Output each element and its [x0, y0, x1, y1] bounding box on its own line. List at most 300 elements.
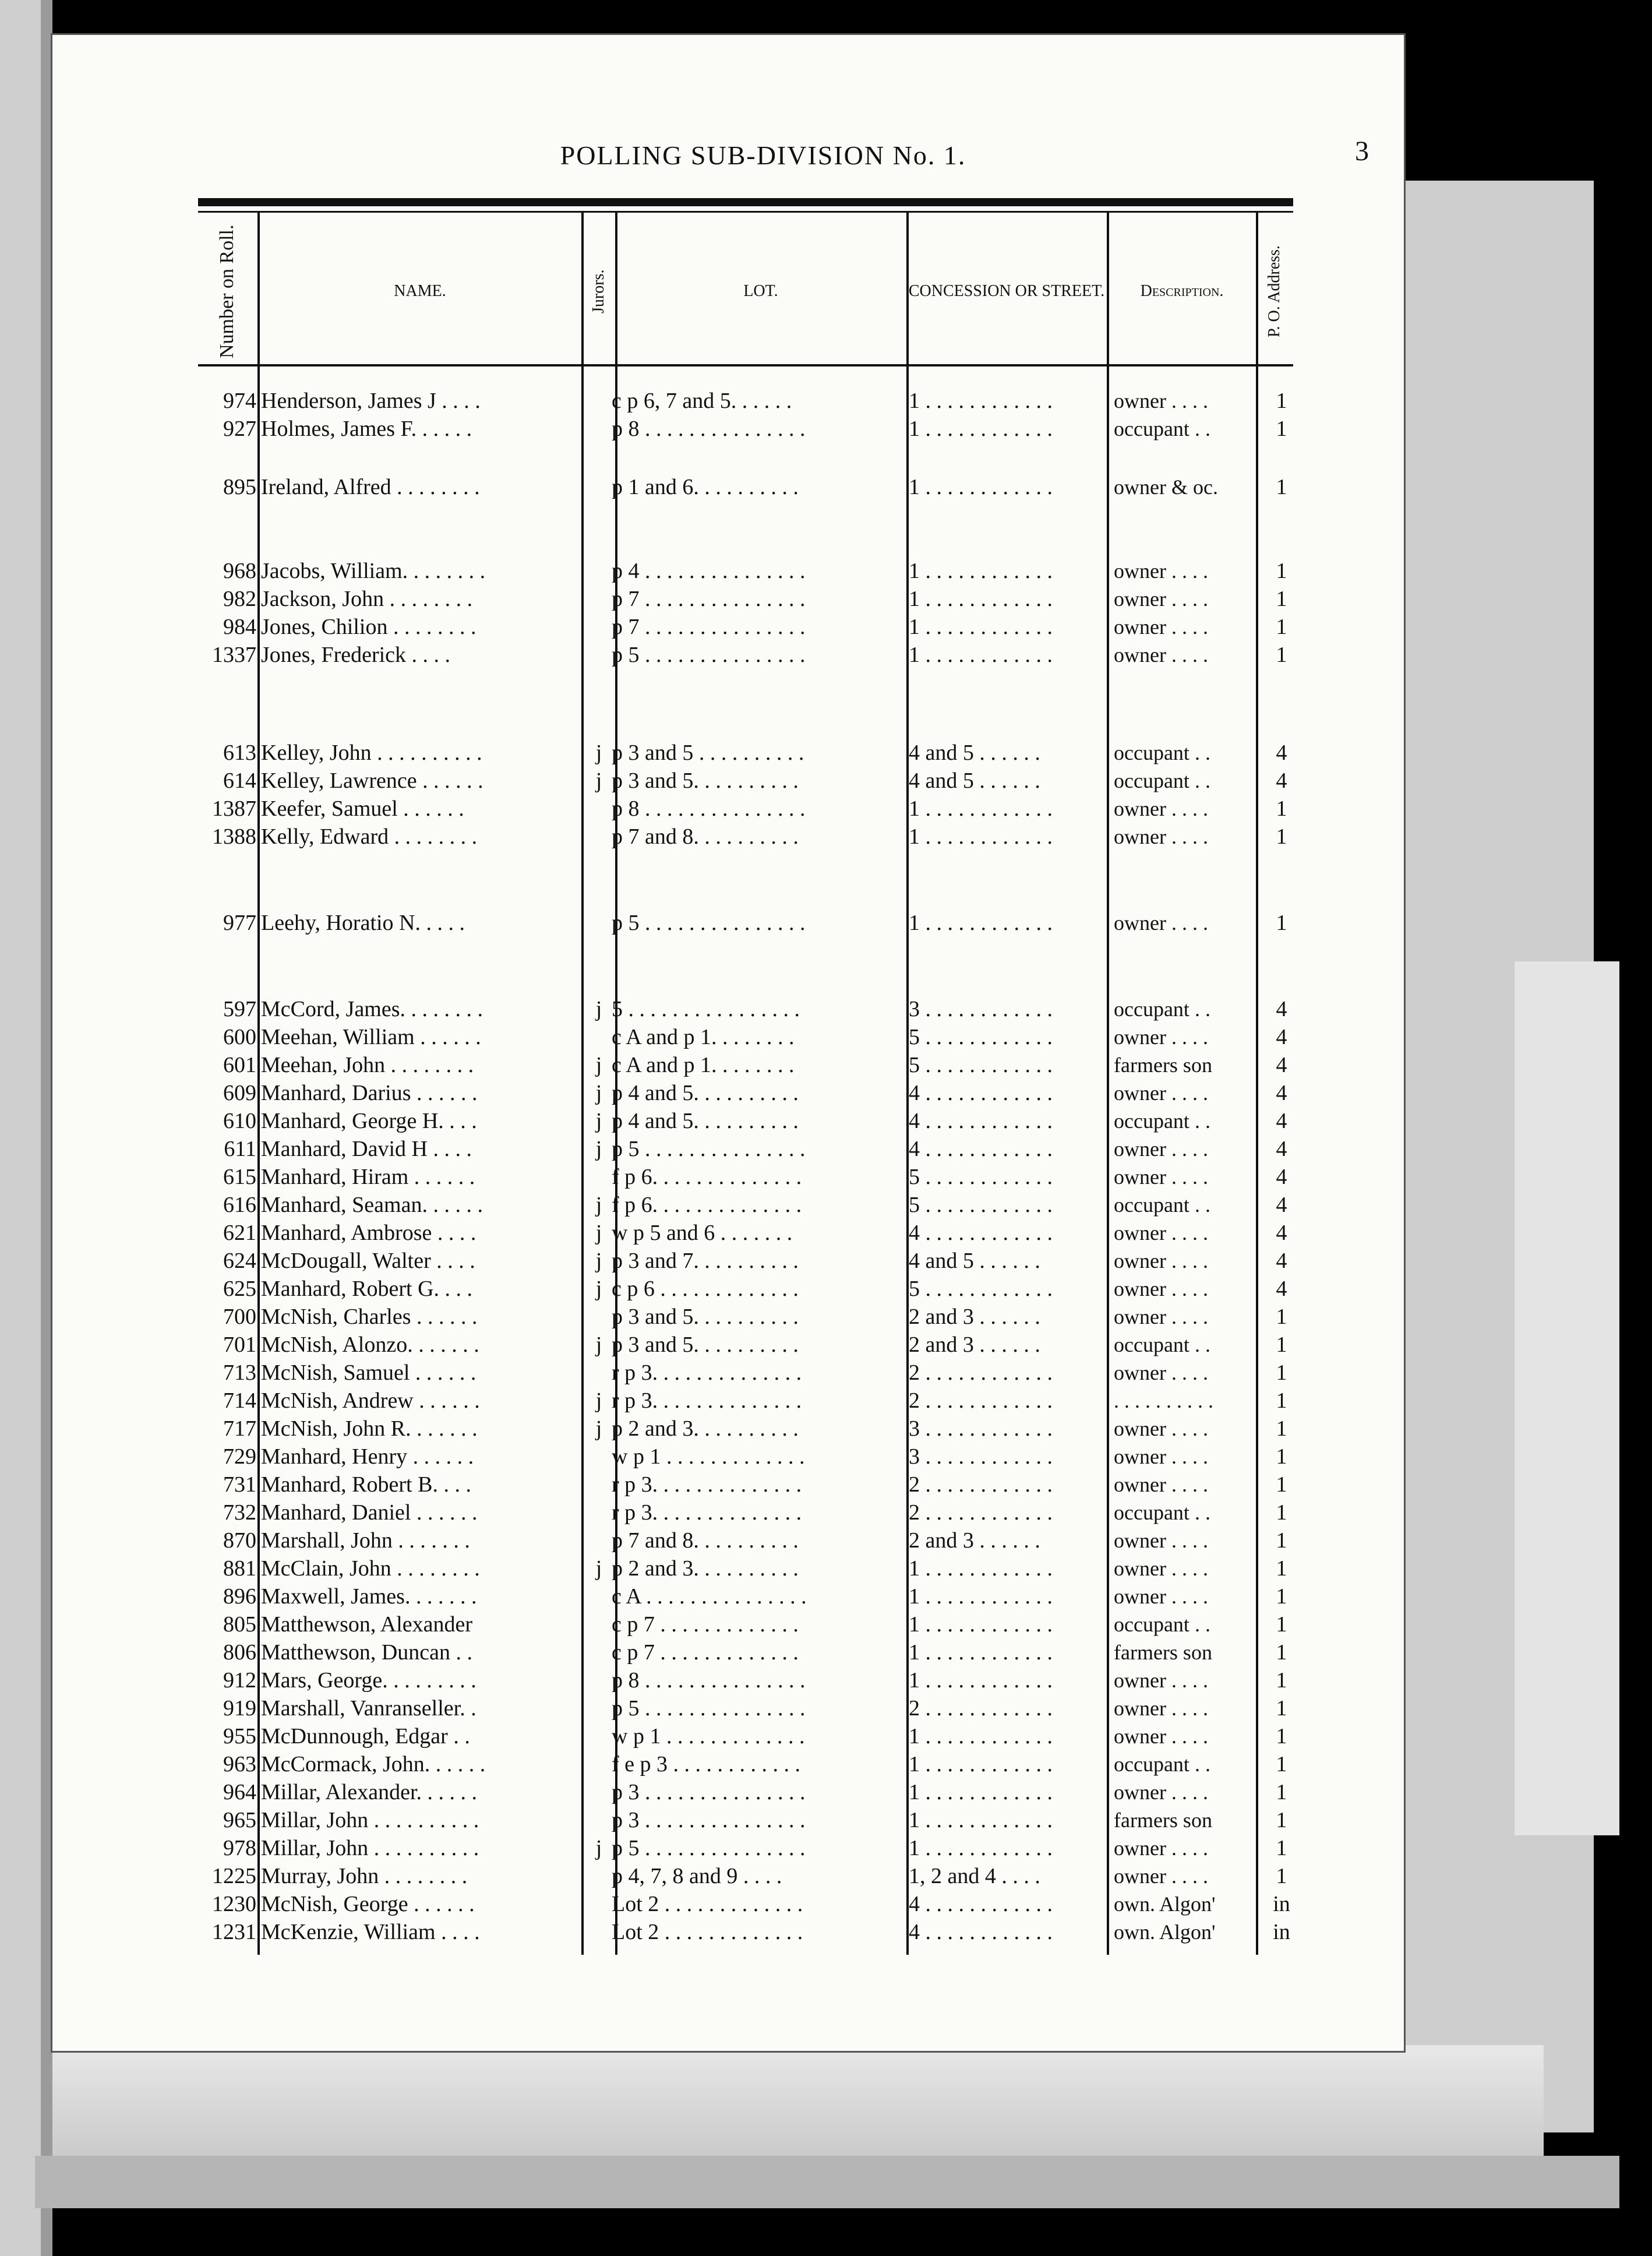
juror-mark: j: [595, 1333, 602, 1357]
lot-cell: p 4, 7, 8 and 9 . . . .: [612, 1864, 782, 1888]
concession-cell: 2 and 3 . . . . . .: [909, 1305, 1040, 1329]
lot-cell: r p 3. . . . . . . . . . . . . .: [612, 1360, 802, 1385]
back-page-torn: [1515, 961, 1619, 1835]
roll-number: 927: [223, 417, 256, 441]
concession-cell: 5 . . . . . . . . . . . .: [909, 1165, 1053, 1189]
voter-name: Manhard, Hiram . . . . . .: [261, 1165, 475, 1189]
roll-number: 621: [223, 1221, 256, 1245]
po-address-cell: 1: [1276, 824, 1287, 849]
roll-number: 895: [223, 475, 256, 499]
table-row: [52, 1471, 1404, 1499]
description-cell: occupant . .: [1114, 1501, 1210, 1524]
roll-number: 968: [223, 559, 256, 583]
voter-name: Keefer, Samuel . . . . . .: [261, 796, 464, 821]
roll-number: 729: [223, 1444, 256, 1469]
po-address-cell: 1: [1276, 475, 1287, 499]
po-address-cell: 4: [1276, 1025, 1287, 1049]
lot-cell: f p 6. . . . . . . . . . . . . .: [612, 1193, 802, 1217]
concession-cell: 3 . . . . . . . . . . . .: [909, 1416, 1053, 1441]
concession-cell: 5 . . . . . . . . . . . .: [909, 1053, 1053, 1077]
description-cell: owner . . . .: [1114, 1277, 1208, 1300]
table-row: [52, 1387, 1404, 1415]
roll-number: 805: [223, 1612, 256, 1637]
table-row: [52, 1135, 1404, 1163]
voter-name: Leehy, Horatio N. . . . .: [261, 911, 465, 935]
voter-name: McDunnough, Edgar . .: [261, 1724, 470, 1749]
description-cell: owner . . . .: [1114, 911, 1208, 935]
description-cell: occupant . .: [1114, 1333, 1210, 1356]
description-cell: . . . . . . . . . .: [1114, 1389, 1213, 1412]
table-row: [52, 1443, 1404, 1471]
lot-cell: p 4 and 5. . . . . . . . . .: [612, 1109, 799, 1133]
roll-number: 610: [223, 1109, 256, 1133]
po-address-cell: 4: [1276, 1109, 1287, 1133]
page-title: POLLING SUB-DIVISION No. 1.: [560, 140, 966, 170]
lot-cell: p 5 . . . . . . . . . . . . . . .: [612, 1137, 806, 1161]
voter-name: Marshall, Vanranseller. .: [261, 1696, 476, 1721]
table-row: [52, 1331, 1404, 1359]
voter-name: Maxwell, James. . . . . . .: [261, 1584, 477, 1609]
po-address-cell: 1: [1276, 389, 1287, 413]
lot-cell: c A . . . . . . . . . . . . . . .: [612, 1584, 807, 1609]
description-cell: occupant . .: [1114, 741, 1210, 764]
roll-number: 714: [223, 1388, 256, 1413]
page-fold: [52, 2045, 1544, 2162]
table-row: [52, 1499, 1404, 1527]
juror-mark: j: [595, 1137, 602, 1161]
lot-cell: p 3 and 5. . . . . . . . . .: [612, 1333, 799, 1357]
voter-name: Marshall, John . . . . . . .: [261, 1528, 470, 1553]
concession-cell: 1 . . . . . . . . . . . .: [909, 1640, 1053, 1665]
lot-cell: w p 5 and 6 . . . . . . .: [612, 1221, 793, 1245]
table-row: [52, 739, 1404, 767]
table-row: [52, 1666, 1404, 1694]
voter-name: McNish, Andrew . . . . . .: [261, 1388, 480, 1413]
lot-cell: p 8 . . . . . . . . . . . . . . .: [612, 417, 806, 441]
concession-cell: 1 . . . . . . . . . . . .: [909, 1724, 1053, 1749]
lot-cell: p 7 and 8. . . . . . . . . .: [612, 1528, 799, 1553]
po-address-cell: 1: [1276, 417, 1287, 441]
description-cell: occupant . .: [1114, 1193, 1210, 1217]
juror-mark: j: [595, 1556, 602, 1581]
po-address-cell: 1: [1276, 1333, 1287, 1357]
lot-cell: p 3 and 5 . . . . . . . . . .: [612, 741, 804, 765]
concession-cell: 4 . . . . . . . . . . . .: [909, 1109, 1053, 1133]
description-cell: farmers son: [1114, 1053, 1212, 1077]
concession-cell: 1 . . . . . . . . . . . .: [909, 559, 1053, 583]
po-address-cell: 1: [1276, 1752, 1287, 1776]
voter-name: Henderson, James J . . . .: [261, 389, 481, 413]
juror-mark: j: [595, 1836, 602, 1860]
concession-cell: 3 . . . . . . . . . . . .: [909, 1444, 1053, 1469]
table-row: [52, 1638, 1404, 1666]
document-page: [52, 35, 1404, 2051]
juror-mark: j: [595, 1221, 602, 1245]
po-address-cell: 1: [1276, 1584, 1287, 1609]
col-header-lot: LOT.: [743, 282, 778, 300]
lot-cell: Lot 2 . . . . . . . . . . . . .: [612, 1892, 803, 1916]
concession-cell: 1 . . . . . . . . . . . .: [909, 475, 1053, 499]
roll-number: 1387: [212, 796, 256, 821]
concession-cell: 4 . . . . . . . . . . . .: [909, 1920, 1053, 1944]
concession-cell: 1 . . . . . . . . . . . .: [909, 389, 1053, 413]
lot-cell: c A and p 1. . . . . . . .: [612, 1025, 795, 1049]
po-address-cell: 1: [1276, 1444, 1287, 1469]
table-row: [52, 795, 1404, 823]
lot-cell: r p 3. . . . . . . . . . . . . .: [612, 1500, 802, 1525]
roll-number: 870: [223, 1528, 256, 1553]
po-address-cell: 1: [1276, 643, 1287, 667]
roll-number: 896: [223, 1584, 256, 1609]
table-row: [52, 1303, 1404, 1331]
col-header-jurors: Jurors.: [590, 269, 608, 313]
voter-name: Matthewson, Alexander: [261, 1612, 473, 1637]
voter-name: Manhard, Henry . . . . . .: [261, 1444, 474, 1469]
roll-number: 974: [223, 389, 256, 413]
voter-name: Meehan, John . . . . . . . .: [261, 1053, 474, 1077]
roll-number: 613: [223, 741, 256, 765]
roll-number: 732: [223, 1500, 256, 1525]
voter-name: Kelley, Lawrence . . . . . .: [261, 769, 483, 793]
description-cell: owner . . . .: [1114, 587, 1208, 611]
po-address-cell: 4: [1276, 1165, 1287, 1189]
voter-name: McCord, James. . . . . . . .: [261, 997, 483, 1021]
table-row: [52, 1191, 1404, 1219]
roll-number: 600: [223, 1025, 256, 1049]
voter-name: Jacobs, William. . . . . . . .: [261, 559, 486, 583]
description-cell: owner . . . .: [1114, 389, 1208, 413]
header-rule-thick: [198, 198, 1293, 206]
description-cell: owner . . . .: [1114, 1445, 1208, 1468]
voter-name: Holmes, James F. . . . . .: [261, 417, 472, 441]
table-row: [52, 1750, 1404, 1778]
juror-mark: j: [595, 1109, 602, 1133]
concession-cell: 5 . . . . . . . . . . . .: [909, 1025, 1053, 1049]
lot-cell: p 3 . . . . . . . . . . . . . . .: [612, 1780, 806, 1804]
page-fold-lower: [35, 2156, 1619, 2208]
lot-cell: p 7 and 8. . . . . . . . . .: [612, 824, 799, 849]
po-address-cell: 1: [1276, 1500, 1287, 1525]
table-row: [52, 995, 1404, 1023]
concession-cell: 4 . . . . . . . . . . . .: [909, 1137, 1053, 1161]
concession-cell: 5 . . . . . . . . . . . .: [909, 1193, 1053, 1217]
voter-name: McClain, John . . . . . . . .: [261, 1556, 480, 1581]
table-row: [52, 1722, 1404, 1750]
concession-cell: 1 . . . . . . . . . . . .: [909, 1836, 1053, 1860]
concession-cell: 1 . . . . . . . . . . . .: [909, 417, 1053, 441]
description-cell: farmers son: [1114, 1641, 1212, 1664]
description-cell: owner . . . .: [1114, 1361, 1208, 1384]
description-cell: own. Algon': [1114, 1920, 1216, 1944]
po-address-cell: 1: [1276, 1388, 1287, 1413]
concession-cell: 4 and 5 . . . . . .: [909, 741, 1040, 765]
table-row: [52, 1918, 1404, 1946]
table-row: [52, 1554, 1404, 1582]
lot-cell: r p 3. . . . . . . . . . . . . .: [612, 1472, 802, 1497]
lot-cell: p 4 and 5. . . . . . . . . .: [612, 1081, 799, 1105]
scan-edge-shadow: [41, 0, 52, 2256]
lot-cell: r p 3. . . . . . . . . . . . . .: [612, 1388, 802, 1413]
table-row: [52, 387, 1404, 415]
concession-cell: 1 . . . . . . . . . . . .: [909, 1808, 1053, 1832]
po-address-cell: 1: [1276, 1612, 1287, 1637]
voter-name: Kelly, Edward . . . . . . . .: [261, 824, 478, 849]
col-header-concession: CONCESSION OR STREET.: [908, 282, 1105, 300]
voter-name: Manhard, Darius . . . . . .: [261, 1081, 478, 1105]
po-address-cell: 1: [1276, 796, 1287, 821]
roll-number: 616: [223, 1193, 256, 1217]
lot-cell: c p 6 . . . . . . . . . . . . .: [612, 1277, 799, 1301]
description-cell: owner . . . .: [1114, 1249, 1208, 1272]
concession-cell: 2 . . . . . . . . . . . .: [909, 1500, 1053, 1525]
lot-cell: p 1 and 6. . . . . . . . . .: [612, 475, 799, 499]
roll-number: 611: [224, 1137, 256, 1161]
roll-number: 609: [223, 1081, 256, 1105]
description-cell: owner . . . .: [1114, 797, 1208, 820]
description-cell: owner . . . .: [1114, 1473, 1208, 1496]
table-row: [52, 1051, 1404, 1079]
concession-cell: 4 . . . . . . . . . . . .: [909, 1892, 1053, 1916]
table-row: [52, 1023, 1404, 1051]
voter-name: McNish, John R. . . . . . .: [261, 1416, 478, 1441]
po-address-cell: 4: [1276, 997, 1287, 1021]
scan-edge-left: [0, 0, 41, 2256]
table-row: [52, 613, 1404, 641]
table-row: [52, 1247, 1404, 1275]
roll-number: 984: [223, 615, 256, 639]
po-address-cell: 1: [1276, 615, 1287, 639]
concession-cell: 2 . . . . . . . . . . . .: [909, 1472, 1053, 1497]
juror-mark: j: [595, 997, 602, 1021]
concession-cell: 2 . . . . . . . . . . . .: [909, 1696, 1053, 1721]
roll-number: 700: [223, 1305, 256, 1329]
roll-number: 881: [223, 1556, 256, 1581]
col-header-po-address: P. O. Address.: [1265, 245, 1283, 337]
po-address-cell: 1: [1276, 1808, 1287, 1832]
concession-cell: 1 . . . . . . . . . . . .: [909, 587, 1053, 611]
column-header-rule: [198, 364, 1293, 366]
concession-cell: 1 . . . . . . . . . . . .: [909, 1668, 1053, 1693]
po-address-cell: in: [1273, 1920, 1290, 1944]
concession-cell: 2 and 3 . . . . . .: [909, 1528, 1040, 1553]
po-address-cell: 4: [1276, 1053, 1287, 1077]
table-row: [52, 1694, 1404, 1722]
description-cell: owner . . . .: [1114, 1081, 1208, 1105]
description-cell: owner . . . .: [1114, 1529, 1208, 1552]
voter-name: McKenzie, William . . . .: [261, 1920, 480, 1944]
table-row: [52, 1890, 1404, 1918]
roll-number: 912: [223, 1668, 256, 1693]
table-row: [52, 473, 1404, 501]
voter-name: Meehan, William . . . . . .: [261, 1025, 481, 1049]
po-address-cell: 1: [1276, 1836, 1287, 1860]
roll-number: 717: [223, 1416, 256, 1441]
lot-cell: p 7 . . . . . . . . . . . . . . .: [612, 615, 806, 639]
voter-name: McNish, Samuel . . . . . .: [261, 1360, 476, 1385]
juror-mark: j: [595, 1081, 602, 1105]
roll-number: 701: [223, 1333, 256, 1357]
roll-number: 625: [223, 1277, 256, 1301]
concession-cell: 1 . . . . . . . . . . . .: [909, 1780, 1053, 1804]
voter-name: Ireland, Alfred . . . . . . . .: [261, 475, 480, 499]
lot-cell: p 7 . . . . . . . . . . . . . . .: [612, 587, 806, 611]
concession-cell: 4 and 5 . . . . . .: [909, 1249, 1040, 1273]
voter-name: Manhard, Robert G. . . .: [261, 1277, 473, 1301]
lot-cell: p 8 . . . . . . . . . . . . . . .: [612, 796, 806, 821]
description-cell: occupant . .: [1114, 417, 1210, 440]
table-row: [52, 1219, 1404, 1247]
table-row: [52, 1163, 1404, 1191]
roll-number: 955: [223, 1724, 256, 1749]
description-cell: owner . . . .: [1114, 1165, 1208, 1189]
table-row: [52, 1862, 1404, 1890]
voter-name: Millar, John . . . . . . . . . .: [261, 1836, 479, 1860]
voter-name: Jones, Chilion . . . . . . . .: [261, 615, 476, 639]
concession-cell: 1 . . . . . . . . . . . .: [909, 824, 1053, 849]
po-address-cell: 1: [1276, 559, 1287, 583]
voter-name: McDougall, Walter . . . .: [261, 1249, 475, 1273]
roll-number: 614: [223, 769, 256, 793]
description-cell: owner . . . .: [1114, 1864, 1208, 1888]
po-address-cell: 1: [1276, 1640, 1287, 1665]
po-address-cell: 1: [1276, 1556, 1287, 1581]
roll-number: 713: [223, 1360, 256, 1385]
roll-number: 806: [223, 1640, 256, 1665]
juror-mark: j: [595, 1416, 602, 1441]
concession-cell: 1 . . . . . . . . . . . .: [909, 1584, 1053, 1609]
lot-cell: p 2 and 3. . . . . . . . . .: [612, 1556, 799, 1581]
concession-cell: 1 . . . . . . . . . . . .: [909, 1556, 1053, 1581]
po-address-cell: 1: [1276, 1528, 1287, 1553]
voter-name: McCormack, John. . . . . .: [261, 1752, 486, 1776]
lot-cell: w p 1 . . . . . . . . . . . . .: [612, 1724, 805, 1749]
po-address-cell: 4: [1276, 741, 1287, 765]
description-cell: own. Algon': [1114, 1892, 1216, 1916]
lot-cell: p 5 . . . . . . . . . . . . . . .: [612, 1696, 806, 1721]
table-row: [52, 641, 1404, 669]
juror-mark: j: [595, 741, 602, 765]
lot-cell: p 3 . . . . . . . . . . . . . . .: [612, 1808, 806, 1832]
concession-cell: 1 . . . . . . . . . . . .: [909, 911, 1053, 935]
lot-cell: f e p 3 . . . . . . . . . . . .: [612, 1752, 801, 1776]
page-header: [52, 136, 1404, 186]
po-address-cell: 4: [1276, 1193, 1287, 1217]
voter-name: Murray, John . . . . . . . .: [261, 1864, 468, 1888]
lot-cell: p 2 and 3. . . . . . . . . .: [612, 1416, 799, 1441]
table-row: [52, 1107, 1404, 1135]
description-cell: owner . . . .: [1114, 1305, 1208, 1328]
concession-cell: 4 and 5 . . . . . .: [909, 769, 1040, 793]
po-address-cell: 1: [1276, 1780, 1287, 1804]
table-row: [52, 1610, 1404, 1638]
po-address-cell: 1: [1276, 1668, 1287, 1693]
description-cell: owner . . . .: [1114, 1137, 1208, 1161]
lot-cell: p 3 and 5. . . . . . . . . .: [612, 769, 799, 793]
roll-number: 731: [223, 1472, 256, 1497]
description-cell: occupant . .: [1114, 1753, 1210, 1776]
concession-cell: 4 . . . . . . . . . . . .: [909, 1081, 1053, 1105]
description-cell: owner . . . .: [1114, 615, 1208, 639]
description-cell: occupant . .: [1114, 1613, 1210, 1636]
description-cell: owner . . . .: [1114, 1025, 1208, 1049]
concession-cell: 4 . . . . . . . . . . . .: [909, 1221, 1053, 1245]
col-header-name: NAME.: [394, 282, 446, 300]
voter-name: McNish, Alonzo. . . . . . .: [261, 1333, 479, 1357]
voter-name: Millar, Alexander. . . . . .: [261, 1780, 478, 1804]
voter-name: Matthewson, Duncan . .: [261, 1640, 473, 1665]
po-address-cell: 4: [1276, 1221, 1287, 1245]
description-cell: occupant . .: [1114, 1109, 1210, 1133]
lot-cell: c p 6, 7 and 5. . . . . .: [612, 389, 792, 413]
po-address-cell: 1: [1276, 587, 1287, 611]
voter-name: Manhard, Robert B. . . .: [261, 1472, 471, 1497]
description-cell: owner & oc.: [1114, 475, 1218, 499]
roll-number: 965: [223, 1808, 256, 1832]
description-cell: owner . . . .: [1114, 1697, 1208, 1720]
po-address-cell: 4: [1276, 1081, 1287, 1105]
table-row: [52, 415, 1404, 443]
description-cell: owner . . . .: [1114, 1585, 1208, 1608]
table-row: [52, 1415, 1404, 1443]
description-cell: owner . . . .: [1114, 825, 1208, 848]
description-cell: owner . . . .: [1114, 1221, 1208, 1245]
table-row: [52, 1527, 1404, 1554]
concession-cell: 1, 2 and 4 . . . .: [909, 1864, 1040, 1888]
voter-name: Manhard, George H. . . .: [261, 1109, 477, 1133]
description-cell: owner . . . .: [1114, 1417, 1208, 1440]
juror-mark: j: [595, 1053, 602, 1077]
lot-cell: c p 7 . . . . . . . . . . . . .: [612, 1612, 799, 1637]
po-address-cell: 1: [1276, 1696, 1287, 1721]
lot-cell: p 4 . . . . . . . . . . . . . . .: [612, 559, 806, 583]
lot-cell: Lot 2 . . . . . . . . . . . . .: [612, 1920, 803, 1944]
lot-cell: w p 1 . . . . . . . . . . . . .: [612, 1444, 805, 1469]
description-cell: owner . . . .: [1114, 643, 1208, 667]
voter-name: Manhard, Daniel . . . . . .: [261, 1500, 478, 1525]
col-header-description: Description.: [1140, 282, 1224, 300]
roll-number: 1388: [212, 824, 256, 849]
table-row: [52, 909, 1404, 937]
roll-number: 963: [223, 1752, 256, 1776]
concession-cell: 2 . . . . . . . . . . . .: [909, 1388, 1053, 1413]
description-cell: occupant . .: [1114, 769, 1210, 792]
juror-mark: j: [595, 1388, 602, 1413]
lot-cell: p 5 . . . . . . . . . . . . . . .: [612, 911, 806, 935]
description-cell: farmers son: [1114, 1809, 1212, 1832]
lot-cell: p 5 . . . . . . . . . . . . . . .: [612, 643, 806, 667]
table-row: [52, 585, 1404, 613]
table-row: [52, 767, 1404, 795]
roll-number: 624: [223, 1249, 256, 1273]
header-rule-thin: [198, 211, 1293, 213]
lot-cell: p 3 and 7. . . . . . . . . .: [612, 1249, 799, 1273]
voter-name: Jones, Frederick . . . .: [261, 643, 451, 667]
voter-name: Jackson, John . . . . . . . .: [261, 587, 473, 611]
voter-name: Mars, George. . . . . . . . .: [261, 1668, 476, 1693]
po-address-cell: 1: [1276, 911, 1287, 935]
voter-name: McNish, Charles . . . . . .: [261, 1305, 478, 1329]
roll-number: 978: [223, 1836, 256, 1860]
description-cell: owner . . . .: [1114, 1781, 1208, 1804]
po-address-cell: 4: [1276, 769, 1287, 793]
table-row: [52, 1359, 1404, 1387]
description-cell: owner . . . .: [1114, 1557, 1208, 1580]
table-row: [52, 1079, 1404, 1107]
table-row: [52, 557, 1404, 585]
voter-name: Kelley, John . . . . . . . . . .: [261, 741, 482, 765]
concession-cell: 3 . . . . . . . . . . . .: [909, 997, 1053, 1021]
lot-cell: f p 6. . . . . . . . . . . . . .: [612, 1165, 802, 1189]
